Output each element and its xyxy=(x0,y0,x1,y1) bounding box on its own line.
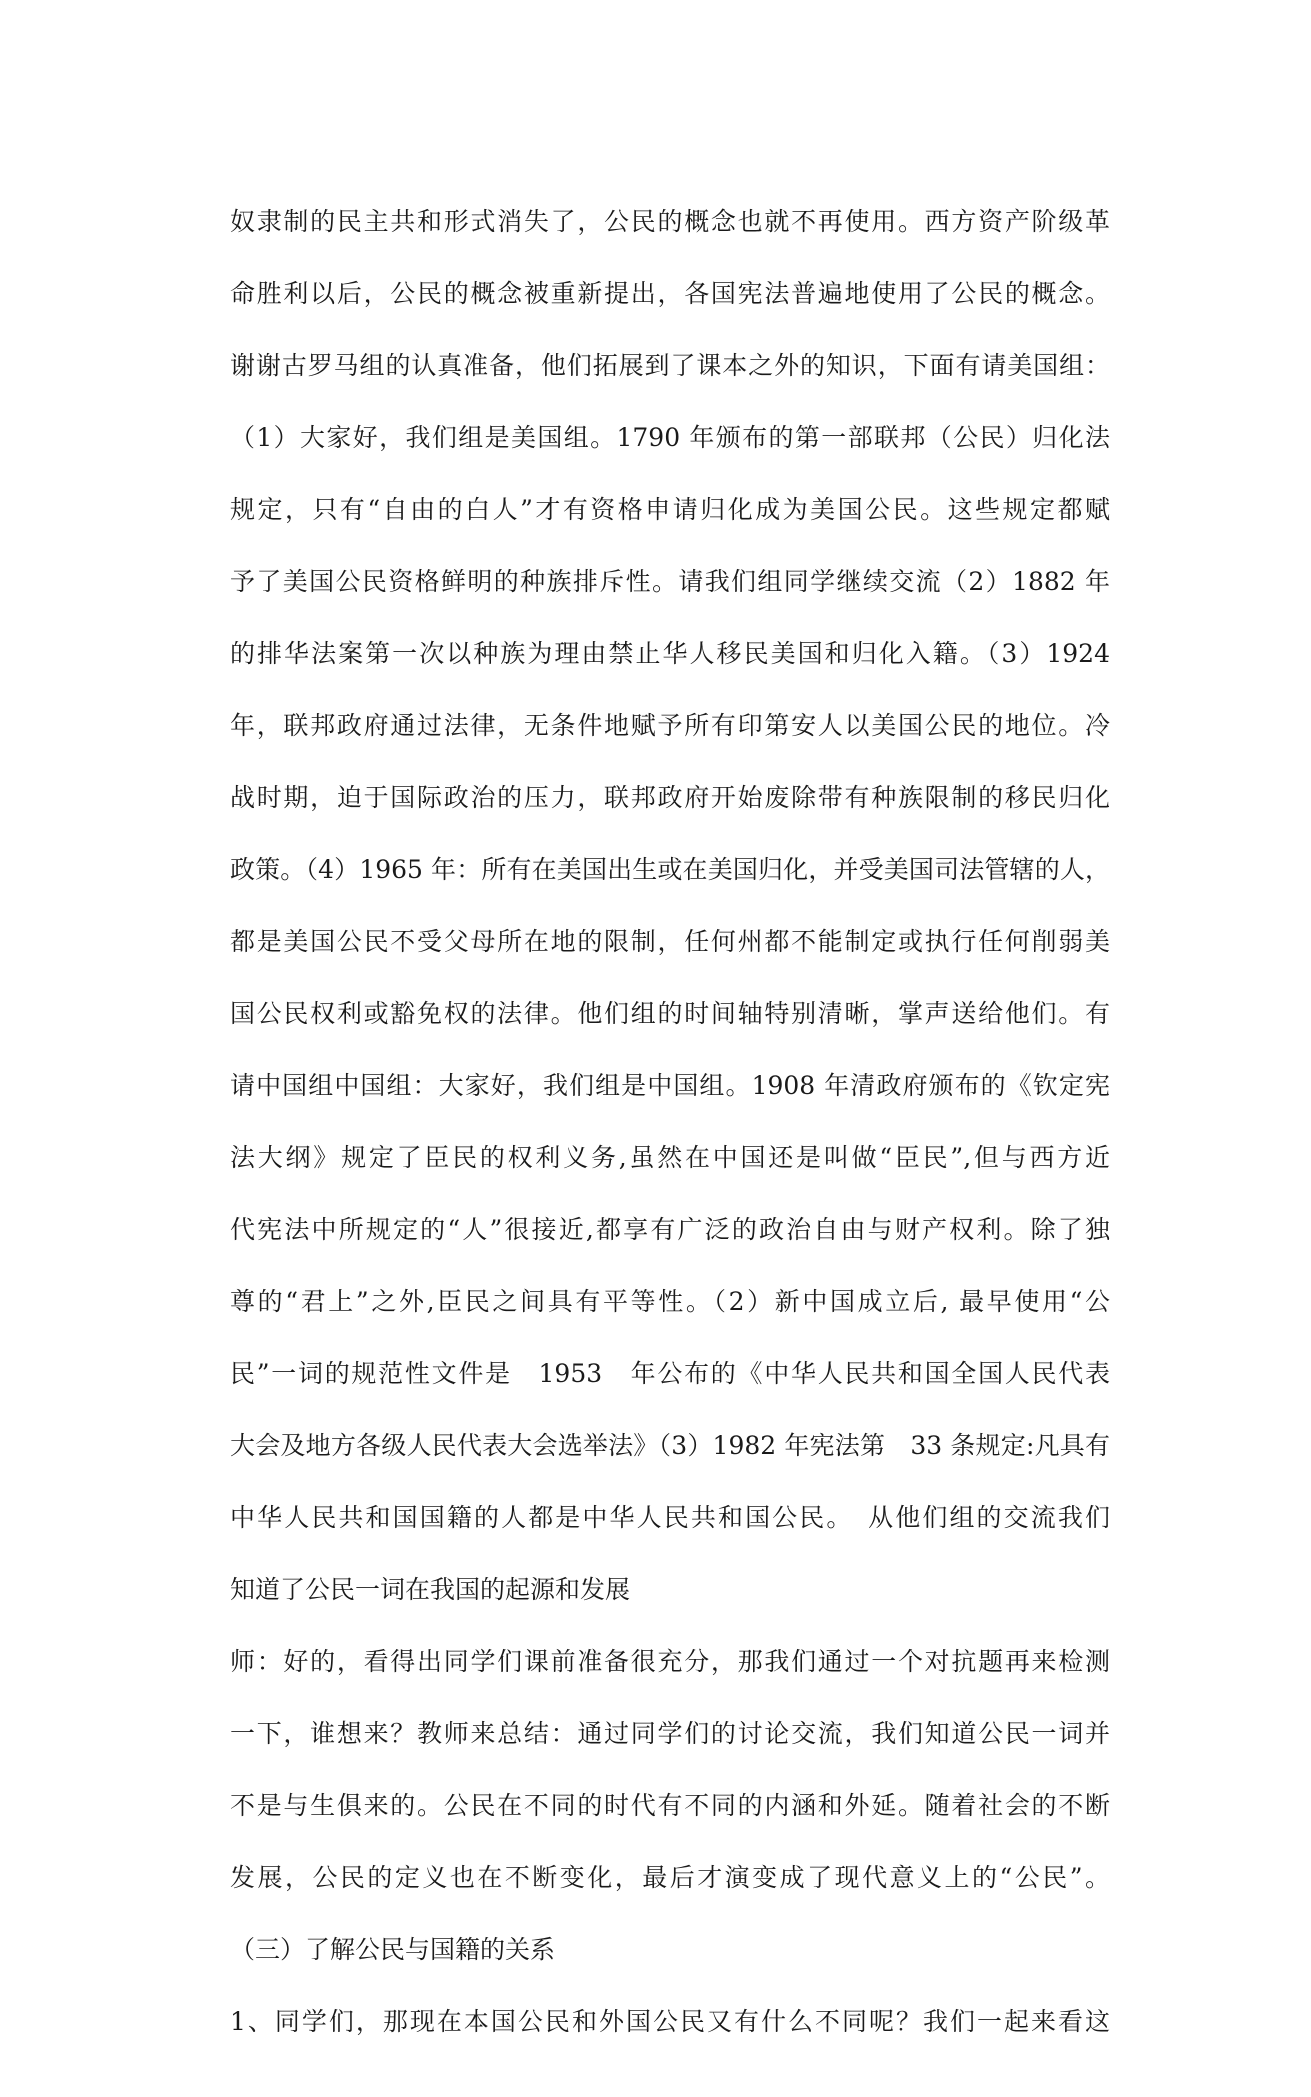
text-line: 法大纲》规定了臣民的权利义务,虽然在中国还是叫做“臣民”,但与西方近 xyxy=(230,1143,1110,1172)
text-line: 都是美国公民不受父母所在地的限制，任何州都不能制定或执行任何削弱美 xyxy=(230,927,1110,956)
text-line: （1）大家好，我们组是美国组。1790 年颁布的第一部联邦（公民）归化法 xyxy=(230,423,1110,452)
text-line: 请中国组中国组：大家好，我们组是中国组。1908 年清政府颁布的《钦定宪 xyxy=(230,1071,1110,1100)
section-heading: （三）了解公民与国籍的关系 xyxy=(230,1935,556,1964)
text-line: 中华人民共和国国籍的人都是中华人民共和国公民。 从他们组的交流我们 xyxy=(230,1503,1110,1532)
text-line: 奴隶制的民主共和形式消失了，公民的概念也就不再使用。西方资产阶级革 xyxy=(230,207,1110,236)
text-line: 规定，只有“自由的白人”才有资格申请归化成为美国公民。这些规定都赋 xyxy=(230,495,1110,524)
text-line: 政策。（4）1965 年：所有在美国出生或在美国归化，并受美国司法管辖的人， xyxy=(230,855,1110,884)
text-line: 不是与生俱来的。公民在不同的时代有不同的内涵和外延。随着社会的不断 xyxy=(230,1791,1110,1820)
body-text xyxy=(230,200,1110,2072)
text-line: 命胜利以后，公民的概念被重新提出，各国宪法普遍地使用了公民的概念。 xyxy=(230,279,1110,308)
text-line: 年，联邦政府通过法律，无条件地赋予所有印第安人以美国公民的地位。冷 xyxy=(230,711,1110,740)
text-line: 大会及地方各级人民代表大会选举法》（3）1982 年宪法第 33 条规定:凡具有 xyxy=(230,1431,1110,1460)
text-line: 谢谢古罗马组的认真准备，他们拓展到了课本之外的知识，下面有请美国组： xyxy=(230,351,1110,380)
text-line: 予了美国公民资格鲜明的种族排斥性。请我们组同学继续交流（2）1882 年 xyxy=(230,567,1110,596)
text-line: 尊的“君上”之外,臣民之间具有平等性。（2）新中国成立后, 最早使用“公 xyxy=(230,1287,1110,1316)
text-line: 战时期，迫于国际政治的压力，联邦政府开始废除带有种族限制的移民归化 xyxy=(230,783,1110,812)
text-line: 师：好的，看得出同学们课前准备很充分，那我们通过一个对抗题再来检测 xyxy=(230,1647,1110,1676)
text-line: 国公民权利或豁免权的法律。他们组的时间轴特别清晰，掌声送给他们。有 xyxy=(230,999,1110,1028)
text-line: 1、同学们，那现在本国公民和外国公民又有什么不同呢？我们一起来看这 xyxy=(230,2007,1110,2036)
text-line: 知道了公民一词在我国的起源和发展 xyxy=(230,1575,631,1604)
text-line: 代宪法中所规定的“人”很接近,都享有广泛的政治自由与财产权利。除了独 xyxy=(230,1215,1110,1244)
text-line: 一下，谁想来？教师来总结：通过同学们的讨论交流，我们知道公民一词并 xyxy=(230,1719,1110,1748)
text-line: 发展，公民的定义也在不断变化，最后才演变成了现代意义上的“公民”。 xyxy=(230,1863,1110,1892)
text-line: 的排华法案第一次以种族为理由禁止华人移民美国和归化入籍。（3）1924 xyxy=(230,639,1110,668)
text-line: 民”一词的规范性文件是 1953 年公布的《中华人民共和国全国人民代表 xyxy=(230,1359,1110,1388)
